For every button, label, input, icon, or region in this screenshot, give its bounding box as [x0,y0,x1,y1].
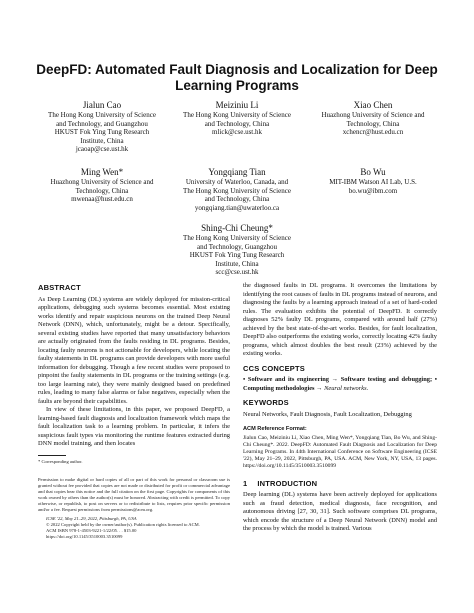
abstract-continued: the diagnosed faults in DL programs. It overcomes the limitations by identifying the root causes of faults in DL programs instead of neurons, and diagnosing the faults by a learning approach instead of a set of hard-coded rules. The evaluation exhibits the potential of DeepFD. It correctly diagnoses 52% faulty DL programs, compared with around half (27%) achieved by the best state-of-the-art works. Besides, for fault localization, DeepFD also outperforms the existing works, correctly locating 42% faulty programs, which almost doubles the best result (23%) achieved by the existing works. [243,282,437,357]
right-column [243,282,437,534]
copyright-notice: © 2022 Copyright held by the owner/author(s). Publication rights licensed to ACM. [46,521,200,527]
author-email: mlick@cse.ust.hk [212,128,262,137]
author-email: bo.wu@ibm.com [348,186,398,195]
author-affiliation: Technology, China [75,186,129,195]
author-affiliation: and Technology, and Guangzhou [56,119,148,128]
keywords-list: Neural Networks, Fault Diagnosis, Fault Localization, Debugging [243,410,412,418]
author-name: Yongqiang Tian [208,167,266,177]
author-block [169,222,305,277]
ccs-software: • Software and its engineering → Software testing and debugging [243,376,430,383]
author-affiliation: Technology, China [346,119,400,128]
author-name: Shing-Chi Cheung* [201,223,273,233]
author-affiliation: and Technology, China [204,119,270,128]
ccs-heading: CCS CONCEPTS [243,363,305,373]
permission-block [38,477,230,540]
ccs-neural: Neural networks [324,384,367,392]
ccs-concepts [243,376,437,393]
author-name: Meiziniu Li [215,100,259,110]
abstract-heading: ABSTRACT [38,283,81,292]
author-email: xchencr@hust.edu.cn [342,128,404,137]
author-affiliation: University of Waterloo, Canada, and [185,178,289,186]
paper-title: DeepFD: Automated Fault Diagnosis and Localization for Deep Learning Programs [36,62,438,93]
author-affiliation: The Hong Kong University of Science [183,111,291,119]
author-email: mwenaa@hust.edu.cn [71,195,133,204]
author-email: jcaoap@cse.ust.hk [75,145,129,154]
author-affiliation: Institute, China [80,136,124,145]
author-affiliation: and Technology, Guangzhou [197,242,277,251]
reference-format-text: Jialun Cao, Meiziniu Li, Xiao Chen, Ming Wen*, Yongqiang Tian, Bo Wu, and Shing-Chi Cheung*. 2022. DeepFD: Automated Fault Diagnosis and Localization for Deep Learning Programs. In 44th International Conference on Software Engineering (ICSE '22), May 21–29, 2022, Pittsburgh, PA, USA. ACM, New York, NY, USA, 13 pages. https://doi.org/10.1145/3510003.3510099 [243,434,437,469]
keywords-heading: KEYWORDS [243,398,289,407]
author-name: Jialun Cao [82,100,122,110]
section-title: INTRODUCTION [257,478,318,488]
author-affiliation: Huazhong University of Science and [50,178,154,186]
author-block [34,99,170,154]
section-number: 1 [243,478,248,488]
ccs-computing: ; • Computing methodologies → [243,376,437,392]
reference-format-heading: ACM Reference Format: [243,426,307,432]
author-block [34,166,170,204]
abstract-paragraph: As Deep Learning (DL) systems are widely deployed for mission-critical applications, debugging such systems becomes essential. Most existing works identify and repair suspicious neurons on the trained Deep Neural Network (DNN), which, unfortunately, might be a detour. Specifically, several existing studies have reported that many unsatisfactory behaviors are actually originated from the faults residing in DL programs. Besides, locating faulty neurons is not actionable for developers, while locating the faulty statements in DL programs can provide developers with more useful information for debugging. Though a few recent studies were proposed to pinpoint the faulty statements in DL programs or the training settings (e.g. too large learning rate), they were mainly designed based on predefined rules, leading to many false alarms or false negatives, especially when the faults are beyond their capabilities. [38,295,230,405]
author-block [169,99,305,137]
author-block [169,166,305,212]
permission-notice: Permission to make digital or hard copies of all or part of this work for personal or classroom use is granted without fee provided that copies are not made or distributed for profit or commercial advantage and that copies bear this notice and the full citation on the first page. Copyrights for components of this work owned by others than the author(s) must be honored. Abstracting with credit is permitted. To copy otherwise, or republish, to post on servers or to redistribute to lists, requires prior specific permission and/or a fee. Request permissions from permissions@acm.org. [38,476,230,512]
author-email: yongqiang.tian@uwaterloo.ca [194,203,280,212]
author-name: Ming Wen* [80,167,124,177]
isbn-line: ACM ISBN 978-1-4503-9221-1/22/05. . . $15.00 [46,527,137,533]
author-block [305,166,441,195]
abstract-paragraph: In view of these limitations, in this paper, we proposed DeepFD, a learning-based fault diagnosis and localization framework which maps the fault localization task to a learning problem. In particular, it infers the suspicious fault types via monitoring the runtime features extracted during DNN model training, and then locates [38,406,230,447]
ccs-period: . [366,384,369,392]
author-affiliation: The Hong Kong University of Science [48,111,156,119]
author-affiliation: MIT-IBM Watson AI Lab, U.S. [329,178,417,186]
introduction-paragraph: Deep learning (DL) systems have been actively deployed for applications such as fraud detection, medical diagnosis, face recognition, and autonomous driving [27, 30, 31]. Such software comprises DL programs, which encode the structure of a Deep Neural Network (DNN) model and the process by which the model is trained. Various [243,491,437,532]
author-affiliation: The Hong Kong University of Science [183,186,291,195]
author-affiliation: HKUST Fok Ying Tung Research [189,251,285,260]
author-email: scc@cse.ust.hk [215,268,259,277]
author-block [305,99,441,137]
conference-venue: ICSE '22, May 21–29, 2022, Pittsburgh, PA, USA [46,515,137,521]
author-affiliation: Huazhong University of Science and [321,111,425,119]
author-affiliation: The Hong Kong University of Science [183,234,291,242]
introduction-heading [243,480,437,489]
footnote: * Corresponding author. [38,458,83,464]
footnote-rule [38,455,66,456]
doi-link[interactable]: https://doi.org/10.1145/3510003.3510099 [46,533,123,539]
left-column [38,278,230,540]
author-affiliation: HKUST Fok Ying Tung Research [54,128,150,137]
author-name: Bo Wu [360,167,386,177]
author-affiliation: Institute, China [215,259,259,268]
author-name: Xiao Chen [353,100,393,110]
author-affiliation: and Technology, China [204,195,270,204]
